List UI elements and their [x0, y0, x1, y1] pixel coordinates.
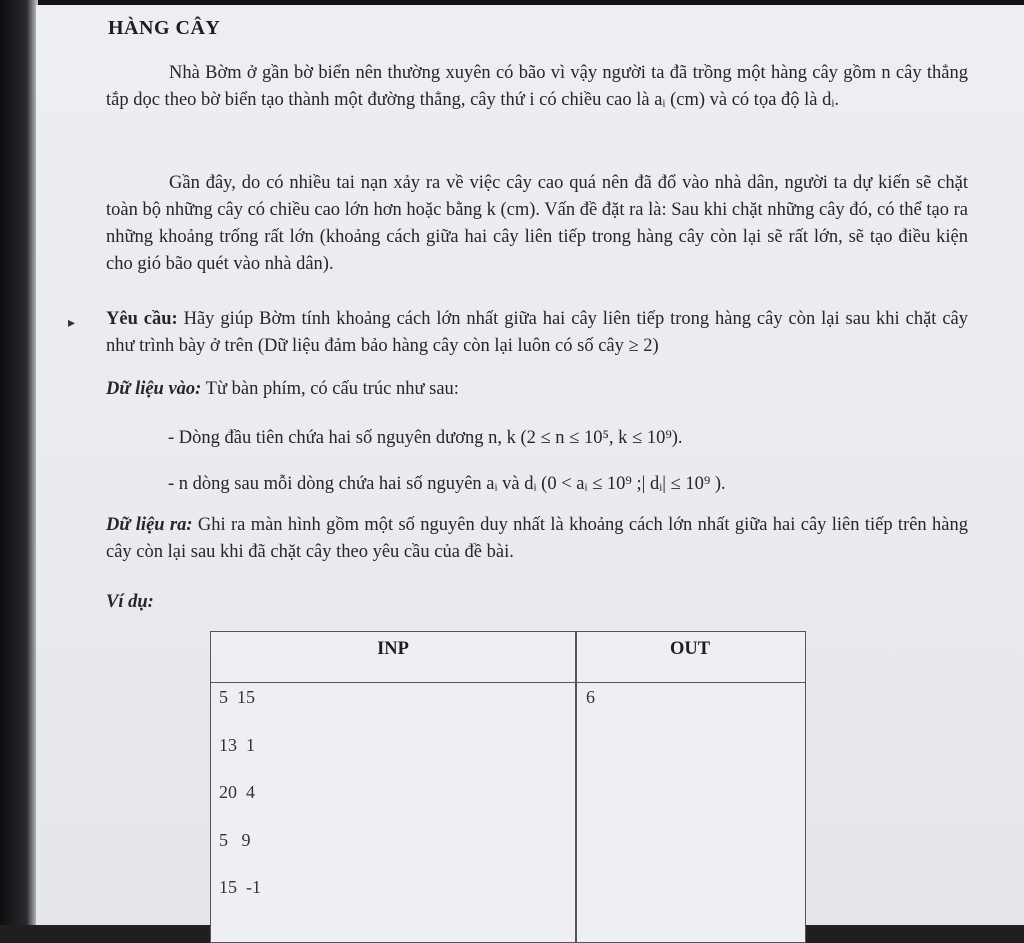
input-spec-paragraph: [106, 376, 968, 403]
requirement-paragraph: [106, 306, 968, 360]
out-value: 6: [586, 687, 595, 707]
input-text: Từ bàn phím, có cấu trúc như sau:: [201, 379, 459, 399]
table-row: 20 4: [219, 782, 255, 802]
margin-mark-icon: ▸: [68, 316, 76, 331]
example-table: [210, 631, 806, 943]
example-label: Ví dụ:: [106, 592, 154, 612]
monitor-left-edge: [0, 0, 38, 925]
context-paragraph: Gần đây, do có nhiều tai nạn xảy ra về việc cây cao quá nên đã đổ vào nhà dân, người ta dự kiến sẽ chặt toàn bộ những cây có chiều cao lớn hơn hoặc bằng k (cm). Vấn đề đặt ra là: Sau khi chặt những cây đó, có thể tạo ra những khoảng trống rất lớn (khoảng cách giữa hai cây liên tiếp trong hàng cây còn lại sẽ rất lớn, sẽ tạo điều kiện cho gió bão quét vào nhà dân).: [106, 173, 968, 274]
document-page: [36, 5, 1024, 925]
requirement-label: Yêu cầu:: [106, 309, 178, 329]
table-row: 15 -1: [219, 877, 261, 897]
input-line-2: - n dòng sau mỗi dòng chứa hai số nguyên aᵢ và dᵢ (0 < aᵢ ≤ 10⁹ ;| dᵢ| ≤ 10⁹ ).: [168, 474, 726, 494]
input-label: Dữ liệu vào:: [106, 379, 202, 399]
inp-header: INP: [211, 632, 575, 683]
example-heading: [106, 589, 968, 616]
requirement-text: Hãy giúp Bờm tính khoảng cách lớn nhất giữa hai cây liên tiếp trong hàng cây còn lại sau khi chặt cây như trình bày ở trên (Dữ liệu đảm bảo hàng cây còn lại luôn có số cây ≥ 2): [106, 309, 968, 356]
problem-title: HÀNG CÂY: [108, 17, 221, 39]
output-spec-paragraph: [106, 512, 968, 566]
out-header: OUT: [575, 632, 805, 683]
table-row: 5 9: [219, 829, 251, 850]
column-divider: [575, 632, 577, 942]
output-label: Dữ liệu ra:: [106, 515, 193, 535]
inp-rows: [219, 682, 261, 920]
intro-paragraph: Nhà Bờm ở gần bờ biển nên thường xuyên có bão vì vậy người ta đã trồng một hàng cây gồm n cây thẳng tắp dọc theo bờ biển tạo thành một đường thẳng, cây thứ i có chiều cao là aᵢ (cm) và có tọa độ là dᵢ.: [106, 63, 968, 110]
table-row: 5 15: [219, 687, 255, 707]
output-text: Ghi ra màn hình gồm một số nguyên duy nhất là khoảng cách lớn nhất giữa hai cây liên tiếp trên hàng cây còn lại sau khi đã chặt cây theo yêu cầu của đề bài.: [106, 515, 968, 562]
input-line-1: - Dòng đầu tiên chứa hai số nguyên dương n, k (2 ≤ n ≤ 10⁵, k ≤ 10⁹).: [168, 428, 683, 448]
table-row: 13 1: [219, 734, 255, 755]
